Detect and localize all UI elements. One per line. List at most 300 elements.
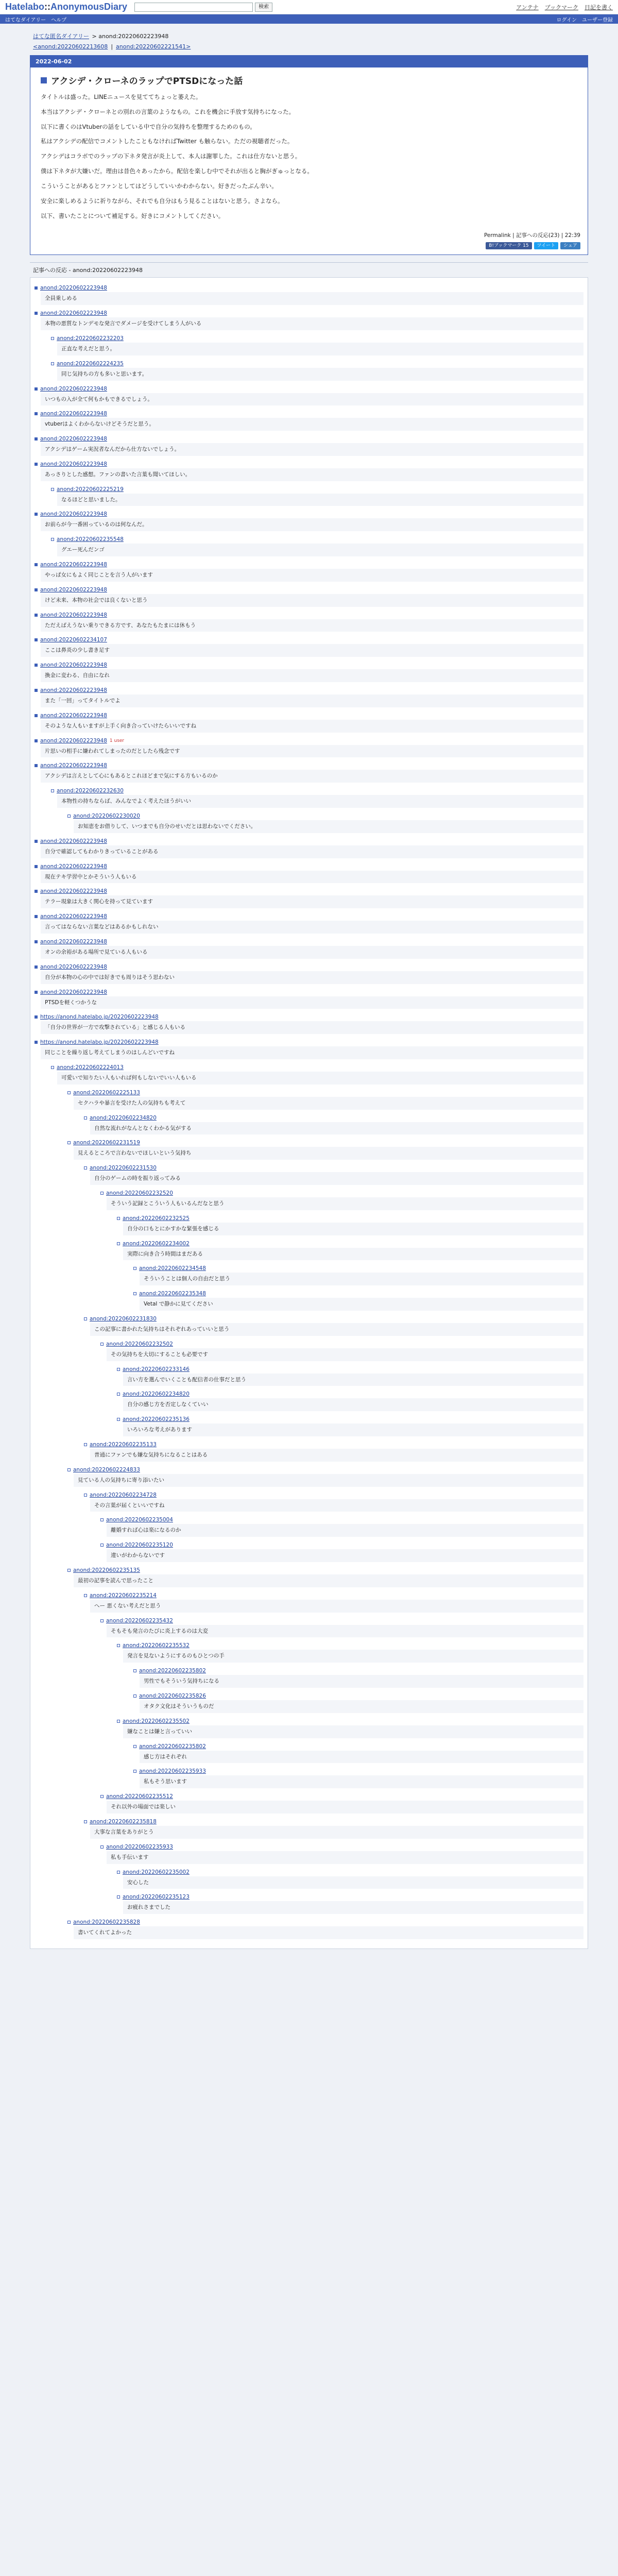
thread-item: [100, 1793, 583, 1814]
reply-text: お前らが今一番困っているのは何なんだ。: [41, 518, 583, 531]
help-link[interactable]: ヘルプ: [51, 17, 67, 23]
reply-link[interactable]: anond:20220602235548: [57, 536, 124, 543]
thread-item-head: [117, 1642, 583, 1649]
reply-text: この記事に書かれた気持ちはそれぞれあっていいと思う: [90, 1323, 583, 1336]
reply-text: 同じ気持ちの方も多いと思います。: [57, 368, 583, 381]
bullet-icon: [35, 890, 38, 893]
reply-link[interactable]: anond:20220602223948: [40, 989, 107, 995]
bullet-icon: [100, 1518, 104, 1521]
reply-link[interactable]: anond:20220602234548: [139, 1265, 206, 1272]
thread-item-head: [84, 1442, 583, 1448]
reply-text: 自然な流れがなんとなくわかる気がする: [90, 1122, 583, 1135]
thread-item-head: [84, 1492, 583, 1498]
thread-item: [35, 888, 583, 908]
thread-item: [67, 813, 583, 833]
thread-item: [51, 536, 583, 556]
thread-item: [133, 1668, 583, 1688]
bullet-icon: [84, 1166, 87, 1170]
thread-item: [117, 1391, 583, 1411]
article-paragraph: 安全に楽しめるように祈りながら、それでも自分はもう見ることはないと思う。さよなら。: [41, 197, 284, 205]
bullet-icon: [35, 614, 38, 617]
thread-item-head: [35, 888, 583, 894]
share-button[interactable]: シェア: [560, 242, 580, 249]
reply-link[interactable]: anond:20220602232203: [57, 335, 124, 342]
antenna-link[interactable]: アンテナ: [516, 4, 539, 11]
bullet-icon: [133, 1669, 136, 1672]
thread-item-head: [35, 863, 583, 870]
bullet-icon: [67, 1468, 71, 1471]
article-body: [30, 90, 588, 231]
thread-item: [84, 1819, 583, 1839]
reply-link[interactable]: anond:20220602235135: [73, 1567, 140, 1573]
reply-text: 大事な言葉をありがとう: [90, 1826, 583, 1839]
site-logo[interactable]: Hatelabo::AnonymousDiary: [5, 2, 128, 12]
reply-link[interactable]: anond:20220602235802: [139, 1743, 206, 1750]
bullet-icon: [84, 1443, 87, 1446]
thread-item: [100, 1517, 583, 1537]
reply-text: 男性でもそういう気持ちになる: [140, 1675, 583, 1688]
thread-item: [35, 762, 583, 783]
login-link[interactable]: ログイン: [556, 17, 577, 23]
bullet-icon: [84, 1317, 87, 1320]
breadcrumb: はてな匿名ダイアリー > anond:20220602223948: [33, 33, 169, 40]
reply-link[interactable]: anond:20220602223948: [40, 712, 107, 719]
thread-item-head: [117, 1391, 583, 1397]
bookmark-link[interactable]: ブックマーク: [544, 4, 578, 11]
reply-text: 発言を見ないようにするのもひとつの手: [123, 1650, 583, 1663]
reply-link[interactable]: anond:20220602235828: [73, 1919, 140, 1926]
thread-item: [35, 612, 583, 632]
bullet-icon: [35, 1041, 38, 1044]
thread-item-head: [51, 361, 583, 367]
bullet-icon: [67, 815, 71, 818]
tweet-button[interactable]: ツイート: [534, 242, 559, 249]
bullet-icon: [100, 1619, 104, 1622]
reply-text: それ以外の場面では楽しい: [107, 1801, 583, 1814]
reply-link[interactable]: anond:20220602234820: [90, 1114, 157, 1121]
reply-link[interactable]: anond:20220602223948: [40, 762, 107, 769]
thread-item-head: [117, 1416, 583, 1422]
reply-text: 最初の記事を読んで思ったこと: [74, 1574, 583, 1587]
reply-link[interactable]: anond:20220602223948: [40, 737, 107, 744]
top-links: [516, 3, 613, 11]
bullet-icon: [35, 412, 38, 415]
bullet-icon: [51, 337, 54, 340]
article-paragraph: 以下、書いたことについて補足する。好きにコメントしてください。: [41, 212, 225, 219]
thread-item-head: [51, 335, 583, 342]
bullet-icon: [35, 312, 38, 315]
bullet-icon: [117, 1871, 120, 1874]
reply-text: 安心した: [123, 1876, 583, 1889]
breadcrumb-home[interactable]: はてな匿名ダイアリー: [33, 33, 90, 40]
thread-item: [35, 587, 583, 607]
reply-link[interactable]: anond:20220602235136: [123, 1416, 190, 1423]
thread-item: [117, 1718, 583, 1738]
thread-item-head: [35, 1039, 583, 1045]
thread-item: [35, 511, 583, 531]
thread-item: [35, 863, 583, 884]
reply-link[interactable]: anond:20220602235802: [139, 1668, 206, 1674]
reply-link[interactable]: anond:20220602233146: [123, 1366, 190, 1372]
bullet-icon: [100, 1795, 104, 1798]
bullet-icon: [84, 1594, 87, 1597]
reply-text: 片思いの相手に嫌われてしまったのだとしたら残念です: [41, 745, 583, 758]
bookmark-count-badge[interactable]: 1 user: [109, 738, 125, 743]
thread-item-head: [100, 1341, 583, 1347]
bullet-icon: [117, 1895, 120, 1899]
bullet-icon: [35, 739, 38, 742]
reply-text: また「一回」ってタイトルでよ: [41, 694, 583, 707]
reply-link[interactable]: anond:20220602234728: [90, 1492, 157, 1498]
reply-link[interactable]: anond:20220602223948: [40, 586, 107, 593]
bookmark-share-button[interactable]: B!ブックマーク 15: [486, 242, 531, 249]
reply-link[interactable]: anond:20220602223948: [40, 385, 107, 392]
reply-link[interactable]: anond:20220602223948: [40, 939, 107, 945]
reply-link[interactable]: anond:20220602235123: [123, 1894, 190, 1901]
bullet-icon: [67, 1569, 71, 1572]
thread-item-head: [35, 762, 583, 769]
search-input[interactable]: [134, 3, 253, 12]
reply-text: けど未来、本物の社会では良くないと思う: [41, 594, 583, 607]
trackback-title: 記事への反応 - anond:20220602223948: [33, 267, 143, 274]
thread-item: [35, 662, 583, 682]
prev-entry-link[interactable]: <anond:20220602213608: [33, 43, 108, 50]
reply-link[interactable]: anond:20220602223948: [40, 963, 107, 970]
thread-item: [133, 1265, 583, 1285]
reply-text: 自分のゲームの時を振り返ってみる: [90, 1172, 583, 1185]
reply-link[interactable]: anond:20220602235933: [106, 1843, 173, 1850]
reply-link[interactable]: anond:20220602235133: [90, 1441, 157, 1448]
bullet-icon: [133, 1745, 136, 1748]
thread-item: [67, 1140, 583, 1160]
prev-next-nav: <anond:20220602213608 | anond:20220602221541>: [33, 43, 191, 50]
reply-text: アクシデはゲーム実況者なんだから仕方ないでしょう。: [41, 443, 583, 456]
reply-link[interactable]: anond:20220602235512: [106, 1793, 173, 1800]
thread-item: [35, 310, 583, 330]
bullet-icon: [117, 1368, 120, 1371]
thread-item-head: [35, 285, 583, 291]
article-title[interactable]: アクシデ・クローネのラップでPTSDになった話: [51, 76, 243, 87]
thread-item: [51, 788, 583, 808]
thread-item: [133, 1693, 583, 1713]
bullet-icon: [100, 1192, 104, 1195]
thread-item: [35, 913, 583, 934]
thread-item: [100, 1542, 583, 1562]
reply-link[interactable]: anond:20220602235002: [123, 1869, 190, 1875]
reply-link[interactable]: anond:20220602234002: [123, 1240, 190, 1247]
reply-link[interactable]: anond:20220602232630: [57, 788, 124, 794]
article-paragraph: 以下に書くのはVtuberの話をしている中で自分の気持ちを整理するためのもの。: [41, 123, 256, 130]
bullet-icon: [133, 1770, 136, 1773]
thread-item: [35, 285, 583, 305]
bullet-icon: [35, 286, 38, 290]
reply-link[interactable]: anond:20220602223948: [40, 562, 107, 568]
thread-item: [67, 1919, 583, 1939]
reply-text: そういう記録とこういう人もいるんだなと思う: [107, 1197, 583, 1210]
bullet-icon: [84, 1494, 87, 1497]
reply-link[interactable]: anond:20220602224235: [57, 360, 124, 367]
reply-text: 私もそう思います: [140, 1775, 583, 1788]
thread-item-head: [35, 436, 583, 442]
thread-item-head: [67, 1567, 583, 1573]
reply-text: 本物の悪質なトンデモな発言でダメージを受けてしまう人がいる: [41, 317, 583, 330]
reply-link[interactable]: anond:20220602235826: [139, 1692, 206, 1699]
thread-item-head: [133, 1668, 583, 1674]
reply-link[interactable]: anond:20220602223948: [40, 461, 107, 467]
thread-item-head: [84, 1819, 583, 1825]
bullet-icon: [84, 1820, 87, 1823]
thread-item: [35, 838, 583, 858]
reply-text: やっぱ女にもよく同じことを言う人がいます: [41, 569, 583, 582]
reply-text: 普通にファンでも嫌な気持ちになることはある: [90, 1449, 583, 1462]
reply-link[interactable]: anond:20220602234107: [40, 637, 107, 643]
thread-item: [133, 1743, 583, 1764]
bullet-icon: [133, 1267, 136, 1270]
thread-item: [117, 1869, 583, 1889]
thread-item: [84, 1316, 583, 1336]
reply-text: 同じことを繰り返し考えてしまうのはしんどいですね: [41, 1046, 583, 1059]
reply-link[interactable]: anond:20220602225219: [57, 486, 124, 493]
thread-item: [35, 989, 583, 1009]
reply-link[interactable]: anond:20220602235532: [123, 1642, 190, 1649]
reply-text: グエー死んだンゴ: [57, 544, 583, 556]
thread-item-head: [35, 612, 583, 618]
thread-item-head: [51, 486, 583, 493]
reply-link[interactable]: anond:20220602223948: [40, 888, 107, 895]
article-paragraph: こういうことがあるとファンとしてはどうしていいかわからない。好きだったぶん辛い。: [41, 182, 278, 190]
bullet-icon: [35, 991, 38, 994]
thread-item-head: [35, 310, 583, 316]
thread-item: [67, 1090, 583, 1110]
reply-link[interactable]: anond:20220602235348: [139, 1291, 206, 1297]
bullet-icon: [51, 362, 54, 365]
bullet-icon: [100, 1845, 104, 1849]
top-bar: [0, 0, 618, 14]
write-diary-link[interactable]: 日記を書く: [585, 4, 613, 11]
reply-link[interactable]: https://anond.hatelabo.jp/20220602223948: [40, 1039, 159, 1046]
thread-item-head: [35, 562, 583, 568]
thread-item-head: [35, 411, 583, 417]
thread-item: [35, 964, 583, 984]
thread-item: [100, 1844, 583, 1864]
bullet-icon: [51, 488, 54, 491]
reply-text: 違いがわからないです: [107, 1549, 583, 1562]
reply-link[interactable]: anond:20220602235432: [106, 1617, 173, 1624]
thread-item-head: [100, 1542, 583, 1548]
reply-text: 感じ方はそれぞれ: [140, 1751, 583, 1764]
reply-text: 嫌なことは嫌と言っていい: [123, 1725, 583, 1738]
article-paragraph: タイトルは盛った。LINEニュースを見ててちょっと萎えた。: [41, 93, 202, 100]
thread-item-head: [51, 536, 583, 543]
bullet-icon: [51, 1066, 54, 1069]
thread-item: [84, 1442, 583, 1462]
thread-item-head: [100, 1190, 583, 1196]
article-date: 2022-06-02: [30, 56, 588, 67]
reply-text: お疲れさまでした: [123, 1901, 583, 1914]
thread-item-head: [51, 1064, 583, 1071]
thread-item: [35, 738, 583, 758]
bullet-icon: [35, 965, 38, 969]
bullet-icon: [100, 1544, 104, 1547]
reply-link[interactable]: anond:20220602232525: [123, 1215, 190, 1222]
thread-item-head: [35, 913, 583, 920]
bullet-icon: [100, 1343, 104, 1346]
bullet-icon: [133, 1292, 136, 1295]
thread-item-head: [35, 713, 583, 719]
bullet-icon: [35, 638, 38, 641]
bullet-icon: [35, 915, 38, 918]
reply-text: 自分が本物の心の中では好きでも周りはそう思わない: [41, 971, 583, 984]
bullet-icon: [35, 387, 38, 391]
thread-item-head: [84, 1316, 583, 1322]
register-link[interactable]: ユーザー登録: [582, 17, 613, 23]
reply-text: PTSDを軽くつかうな: [41, 996, 583, 1009]
reply-link[interactable]: https://anond.hatelabo.jp/20220602223948: [40, 1014, 159, 1021]
reply-text: Vetal で静かに見てください: [140, 1298, 583, 1311]
reply-text: へー 悪くない考えだと思う: [90, 1600, 583, 1613]
reply-link[interactable]: anond:20220602235214: [90, 1592, 157, 1599]
thread-item: [117, 1416, 583, 1436]
thread-item: [100, 1190, 583, 1210]
reply-text: テラー現象は大きく関心を持って見ています: [41, 895, 583, 908]
article-paragraph: 僕は下ネタが大嫌いだ。理由は昔色々あったから。配信を楽しむ中でそれが出ると胸がぎゅっとなる。: [41, 167, 313, 175]
reply-link[interactable]: anond:20220602235120: [106, 1542, 173, 1549]
thread-item-head: [35, 989, 583, 995]
reply-link[interactable]: anond:20220602223948: [40, 310, 107, 317]
reply-link[interactable]: anond:20220602235004: [106, 1517, 173, 1523]
reply-link[interactable]: anond:20220602235818: [90, 1818, 157, 1825]
thread-item-head: [35, 587, 583, 593]
reaction-thread: [30, 277, 588, 1949]
bullet-icon: [35, 664, 38, 667]
thread-item-head: [117, 1241, 583, 1247]
reply-text: 正直な考えだと思う。: [57, 343, 583, 355]
thread-item: [100, 1341, 583, 1361]
article-footer[interactable]: Permalink | 記事への反応(23) | 22:39: [484, 232, 580, 239]
bullet-icon: [35, 513, 38, 516]
bullet-icon: [67, 1091, 71, 1094]
hatena-diary-link[interactable]: はてなダイアリー: [5, 17, 46, 23]
bullet-icon: [67, 1141, 71, 1144]
thread-item-head: [35, 461, 583, 467]
reply-text: ただえばえうない乗りできる方です、あなたもたまには休もう: [41, 619, 583, 632]
thread-item: [117, 1642, 583, 1663]
thread-item-head: [100, 1793, 583, 1800]
thread-item: [133, 1291, 583, 1311]
article-title-row: [30, 67, 588, 90]
article: [30, 55, 588, 255]
thread-item: [51, 361, 583, 381]
reply-link[interactable]: anond:20220602234820: [123, 1391, 190, 1398]
reply-text: あっさりとした感想。ファンの書いた言葉も聞いてほしい。: [41, 468, 583, 481]
reply-text: セクハラや暴言を受けた人の気持ちも考えて: [74, 1097, 583, 1110]
reply-text: 可愛いで知りたい人もいれば何もしないでいい人もいる: [57, 1072, 583, 1084]
next-entry-link[interactable]: anond:20220602221541>: [116, 43, 191, 50]
reply-text: 自分で確認してもわかりきっていることがある: [41, 845, 583, 858]
thread-item-head: [133, 1768, 583, 1774]
reply-text: そのような人もいますが上手く向き合っていけたらいいですね: [41, 720, 583, 733]
bullet-icon: [35, 689, 38, 692]
bullet-icon: [35, 840, 38, 843]
reply-text: 「自分の世界が一方で攻撃されている」と感じる人もいる: [41, 1021, 583, 1034]
reply-text: いろいろな考えがあります: [123, 1423, 583, 1436]
divider: [30, 262, 588, 263]
reply-link[interactable]: anond:20220602223948: [40, 662, 107, 669]
thread-item-head: [133, 1743, 583, 1750]
reply-link[interactable]: anond:20220602224013: [57, 1064, 124, 1071]
reply-text: 見えるところで言わないでほしいという気持ち: [74, 1147, 583, 1160]
share-buttons: [30, 242, 588, 255]
reply-link[interactable]: anond:20220602231830: [90, 1315, 157, 1322]
bullet-icon: [117, 1217, 120, 1220]
reply-text: オンの余裕がある場所で見ている人もいる: [41, 946, 583, 959]
search-button[interactable]: 検索: [255, 3, 272, 12]
reply-link[interactable]: anond:20220602223948: [40, 411, 107, 417]
reply-link[interactable]: anond:20220602223948: [40, 436, 107, 443]
reply-link[interactable]: anond:20220602224833: [73, 1466, 140, 1473]
sub-bar: [0, 14, 618, 24]
thread-item: [67, 1467, 583, 1487]
reply-link[interactable]: anond:20220602223948: [40, 285, 107, 292]
thread-item-head: [117, 1366, 583, 1372]
article-paragraph: アクシデはコラボでのラップの下ネタ発言が炎上して、本人は謝罪した。これは仕方ないと思う。: [41, 152, 301, 160]
thread-item: [117, 1241, 583, 1261]
reply-text: その気持ちを大切にすることも必要です: [107, 1348, 583, 1361]
reply-link[interactable]: anond:20220602223948: [40, 687, 107, 694]
bullet-icon: [117, 1418, 120, 1421]
thread-item: [35, 713, 583, 733]
thread-item-head: [67, 1919, 583, 1925]
thread-item-head: [67, 813, 583, 819]
reply-link[interactable]: anond:20220602232502: [106, 1341, 173, 1347]
reply-link[interactable]: anond:20220602225133: [73, 1089, 140, 1096]
reply-link[interactable]: anond:20220602232520: [106, 1190, 173, 1196]
bullet-icon: [35, 714, 38, 717]
reply-text: 私も手伝います: [107, 1851, 583, 1864]
reply-link[interactable]: anond:20220602230020: [73, 813, 140, 820]
reply-text: お知恵をお借りして、いつまでも自分のせいだとは思わないでください。: [74, 820, 583, 833]
thread-item: [35, 637, 583, 657]
reply-link[interactable]: anond:20220602223948: [40, 863, 107, 870]
thread-item: [35, 411, 583, 431]
reply-link[interactable]: anond:20220602223948: [40, 838, 107, 844]
thread-item: [133, 1768, 583, 1788]
reply-text: アクシデは言えとして心にもあるとこれほどまで気にする方もいるのか: [41, 770, 583, 783]
article-paragraph: 私はアクシデの配信でコメントしたこともなければTwitter も触らない。ただの視聴者だった。: [41, 138, 294, 145]
reply-link[interactable]: anond:20220602235933: [139, 1768, 206, 1775]
thread-item: [51, 335, 583, 355]
thread-item-head: [35, 662, 583, 668]
title-square-icon: [41, 77, 47, 83]
bullet-icon: [67, 1921, 71, 1924]
reply-link[interactable]: anond:20220602231530: [90, 1165, 157, 1172]
thread-item-head: [51, 788, 583, 794]
reply-link[interactable]: anond:20220602223948: [40, 612, 107, 618]
thread-item-head: [117, 1718, 583, 1724]
reply-text: 換金に変わる、自由になれ: [41, 669, 583, 682]
reply-text: 現在テキ学習中とかそういう人もいる: [41, 871, 583, 884]
reply-link[interactable]: anond:20220602223948: [40, 913, 107, 920]
thread-item: [35, 461, 583, 481]
thread-item-head: [117, 1869, 583, 1875]
thread-item-head: [67, 1090, 583, 1096]
reply-link[interactable]: anond:20220602235502: [123, 1718, 190, 1724]
reply-text: いつもの入が全て何もかもできるでしょう。: [41, 393, 583, 406]
reply-link[interactable]: anond:20220602231519: [73, 1140, 140, 1146]
thread-item-head: [35, 637, 583, 643]
reply-text: ここは鼻炎の少し書き足す: [41, 644, 583, 657]
reply-link[interactable]: anond:20220602223948: [40, 511, 107, 518]
